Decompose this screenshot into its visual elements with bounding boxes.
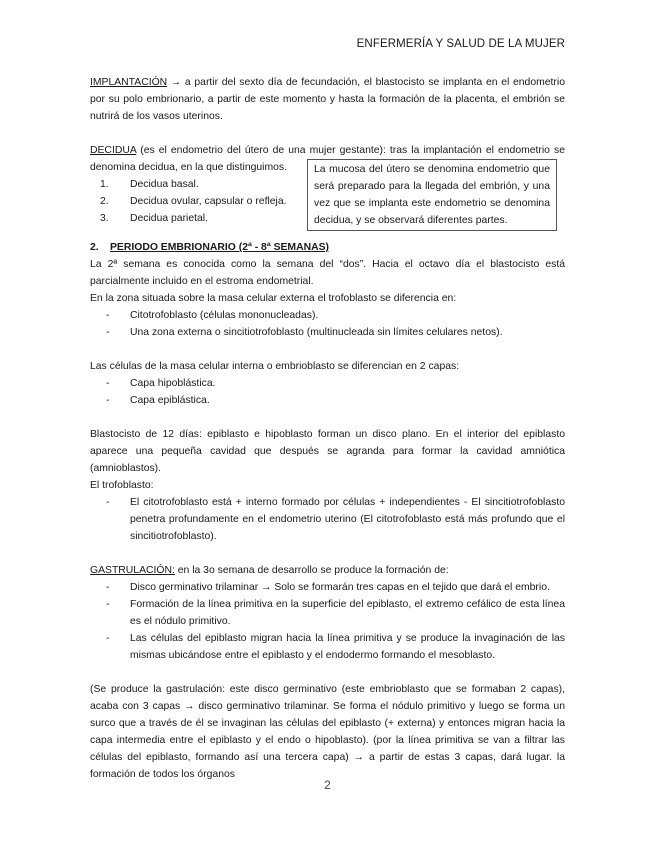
- gastrulacion-closing: (Se produce la gastrulación: este disco germinativo (este embrioblasto que se formaban 2 capas), acaba con 3 capas → disco germinativo trilaminar. Se forma el nódulo primitivo y luego se forma un surco que a través de él se invaginan las células del epiblasto (+ externa) y entonces migran hacia la capa intermedia entre el epiblasto y el endo o hipoblasto). (por la línea primitiva se van a filtrar las células del epiblasto, formando así una tercera capa) → a partir de estas 3 capas, dará lugar. la formación de todos los órganos: [90, 684, 565, 780]
- list-item: - Disco germinativo trilaminar → Solo se formarán tres capas en el tejido que dará el embrio.: [106, 582, 550, 593]
- list-item: - Capa hipoblástica.: [106, 378, 216, 389]
- section-heading-periodo: [90, 239, 565, 256]
- section-number: 2.: [90, 242, 99, 253]
- list-item: - Citotrofoblasto (células mononucleadas).: [106, 310, 319, 321]
- trofo-list: [90, 307, 565, 341]
- list-item: - El citotrofoblasto está + interno formado por células + independientes - El sincitiotrofoblasto penetra profundamente en el endometrio uterino (El citotrofoblasto está más profundo que el sincitiotrofoblasto).: [106, 497, 565, 542]
- decidua-text: (es el endometrio del útero de una mujer gestante): tras la implantación el endometrio se denomina decidua, en la que distinguimos.: [90, 145, 565, 173]
- list-item: - Las células del epiblasto migran hacia la línea primitiva y se produce la invaginación de las mismas ubicándose entre el epiblasto y el endodermo formando el mesoblasto.: [106, 633, 565, 661]
- masa-list: [90, 375, 565, 409]
- blastocisto-paragraph: Blastocisto de 12 días: epiblasto e hipoblasto forman un disco plano. En el interior del epiblasto aparece una pequeña cavidad que después se agranda para formar la cavidad amniótica (amnioblastos).: [90, 429, 565, 474]
- trofo-intro: En la zona situada sobre la masa celular externa el trofoblasto se diferencia en:: [90, 293, 457, 304]
- list-item: 2. Decidua ovular, capsular o refleja.: [100, 196, 287, 207]
- trofoblasto-label: El trofoblasto:: [90, 480, 154, 491]
- list-item: 3. Decidua parietal.: [100, 213, 208, 224]
- masa-intro: Las células de la masa celular interna o embrioblasto se diferencian en 2 capas:: [90, 361, 460, 372]
- page-number: 2: [324, 778, 331, 792]
- gastrulacion-paragraph: [90, 562, 565, 579]
- implantacion-label: IMPLANTACIÓN: [90, 77, 168, 88]
- implantacion-paragraph: [90, 74, 565, 125]
- gastrulacion-label: GASTRULACIÓN:: [90, 565, 175, 576]
- page-header: ENFERMERÍA Y SALUD DE LA MUJER: [356, 38, 565, 50]
- decidua-note-box: [307, 159, 557, 231]
- periodo-intro: La 2ª semana es conocida como la semana del “dos”. Hacia el octavo día el blastocisto está parcialmente incluido en el estroma endometrial.: [90, 259, 565, 287]
- gastrulacion-list: [90, 579, 565, 664]
- list-item: 1. Decidua basal.: [100, 179, 199, 190]
- list-item: - Una zona externa o sincitiotrofoblasto (multinucleada sin límites celulares netos).: [106, 327, 503, 338]
- section-title: PERIODO EMBRIONARIO (2ª - 8ª SEMANAS): [110, 242, 329, 253]
- decidua-section: [90, 142, 565, 227]
- gastrulacion-text: en la 3o semana de desarrollo se produce la formación de:: [174, 565, 449, 576]
- decidua-note: La mucosa del útero se denomina endometrio que será preparado para la llegada del embrión, y una vez que se implanta este endometrio se denomina decidua, y se observará diferentes partes.: [314, 164, 550, 226]
- document-body: [90, 74, 565, 783]
- list-item: - Capa epiblástica.: [106, 395, 210, 406]
- implantacion-text: → a partir del sexto día de fecundación, el blastocisto se implanta en el endometrio por su polo embrionario, a partir de este momento y hasta la formación de la placenta, el embrión se nutrirá de los vasos uterinos.: [90, 77, 565, 122]
- decidua-label: DECIDUA: [90, 145, 137, 156]
- list-item: - Formación de la línea primitiva en la superficie del epiblasto, el extremo cefálico de esta línea es el nódulo primitivo.: [106, 599, 565, 627]
- trofoblasto-list: [90, 494, 565, 545]
